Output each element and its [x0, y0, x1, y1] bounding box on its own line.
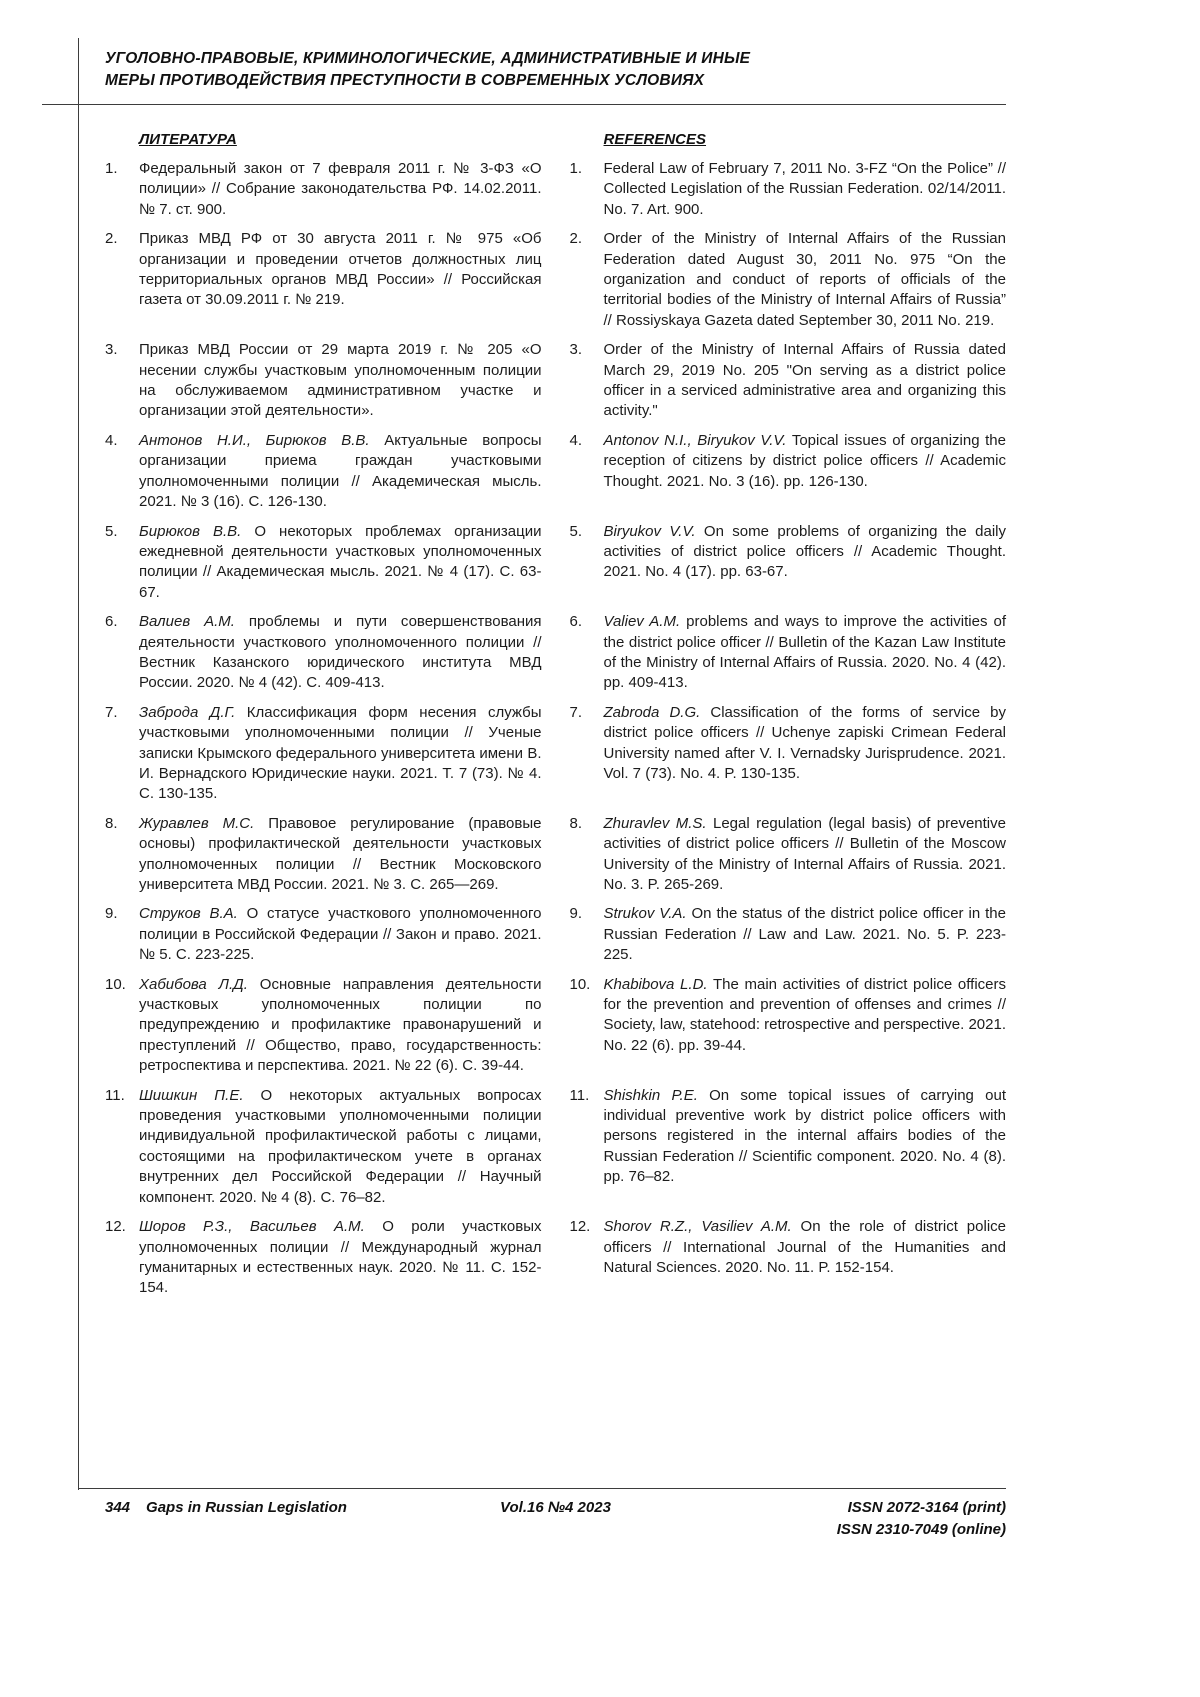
item-number: 10. — [105, 975, 126, 993]
item-number: 11. — [105, 1086, 125, 1104]
footer-rule — [79, 1488, 1006, 1489]
reference-item-left — [105, 522, 542, 604]
item-number: 1. — [105, 160, 118, 177]
reference-item-right — [570, 703, 1007, 785]
item-number: 4. — [105, 431, 118, 449]
reference-item-left — [105, 975, 542, 1077]
item-number: 11. — [569, 1086, 590, 1104]
reference-item-right — [570, 1217, 1007, 1278]
item-text: Струков В.А. О статусе участкового уполномоченного полиции в Российской Федерации // Закон и право. 2021. № 5. С. 223-225. — [139, 905, 542, 964]
references-section — [105, 131, 1006, 1299]
item-number: 3. — [105, 341, 118, 359]
item-text: Antonov N.I., Biryukov V.V. Topical issues of organizing the reception of citizens by district police officers // Academic Thought. 2021. No. 3 (16). pp. 126-130. — [603, 431, 1006, 490]
header-rule — [42, 104, 1006, 105]
item-text: Federal Law of February 7, 2011 No. 3-FZ “On the Police” // Collected Legislation of the Russian Federation. 02/14/2011. No. 7. Art. 900. — [603, 160, 1006, 218]
reference-item-right — [570, 229, 1007, 331]
item-number: 6. — [105, 613, 118, 631]
item-author: Струков В.А. — [139, 905, 238, 923]
item-author: Журавлев М.С. — [139, 814, 255, 832]
item-number: 2. — [569, 230, 583, 248]
item-text: Федеральный закон от 7 февраля 2011 г. № 3-ФЗ «О полиции» // Собрание законодательства РФ. 14.02.2011. № 7. ст. 900. — [139, 160, 542, 218]
item-text: Valiev A.M. problems and ways to improve the activities of the district police officer // Bulletin of the Kazan Law Institute of the Ministry of Internal Affairs of Russia. 2020. No. 4 (42). pp. 409-413. — [603, 613, 1006, 692]
item-author: Biryukov V.V. — [603, 522, 696, 540]
item-author: Zabroda D.G. — [603, 703, 701, 721]
item-text: Biryukov V.V. On some problems of organizing the daily activities of district police officers // Academic Thought. 2021. No. 4 (17). pp. 63-67. — [603, 522, 1006, 581]
item-number: 1. — [569, 160, 583, 177]
item-text: Order of the Ministry of Internal Affairs of the Russian Federation dated August 30, 2011 No. 975 “On the organization and conduct of reports of officials of the territorial bodies of the Ministry of Internal Affairs of Russia” // Rossiyskaya Gazeta dated September 30, 2011 No. 219. — [603, 230, 1006, 329]
reference-item-right — [570, 431, 1007, 492]
item-number: 8. — [105, 814, 118, 832]
item-text: Журавлев М.С. Правовое регулирование (правовые основы) профилактической деятельности участковых уполномоченных полиции // Вестник Московского университета МВД России. 2021. № 3. С. 265—269. — [139, 814, 542, 893]
item-number: 3. — [569, 341, 583, 359]
issn-block — [706, 1497, 1006, 1541]
item-number: 12. — [569, 1218, 591, 1236]
references-heading: REFERENCES — [603, 131, 707, 148]
item-text: Order of the Ministry of Internal Affairs of Russia dated March 29, 2019 No. 205 "On serving as a district police officer in a serviced administrative area and organizing this activity." — [603, 341, 1006, 420]
reference-item-right — [570, 1086, 1007, 1188]
item-author: Shishkin P.E. — [603, 1086, 698, 1104]
item-number: 8. — [569, 814, 583, 832]
reference-item-left — [105, 703, 542, 805]
reference-item-left — [105, 1086, 542, 1208]
item-author: Шишкин П.Е. — [139, 1086, 244, 1104]
item-text: Zabroda D.G. Classification of the forms of service by district police officers // Uchenye zapiski Crimean Federal University named after V. I. Vernadsky Jurisprudence. 2021. Vol. 7 (73). No. 4. P. 130-135. — [603, 703, 1007, 782]
item-number: 10. — [569, 975, 591, 993]
item-text: Бирюков В.В. О некоторых проблемах организации ежедневной деятельности участковых уполномоченных полиции // Академическая мысль. 2021. № 4 (17). С. 63-67. — [139, 522, 542, 601]
reference-item-right — [570, 975, 1007, 1057]
item-text: Заброда Д.Г. Классификация форм несения службы участковыми уполномоченными полиции // Ученые записки Крымского федерального университета имени В. И. Вернадского Юридические науки. 2021. Т. 7 (73). № 4. С. 130-135. — [139, 703, 542, 803]
item-text: Khabibova L.D. The main activities of district police officers for the prevention and prevention of offenses and crimes // Society, law, statehood: retrospective and perspective. 2021. No. 22 (6). pp. 39-44. — [603, 975, 1006, 1054]
item-author: Заброда Д.Г. — [139, 703, 236, 721]
reference-item-left — [105, 612, 542, 694]
reference-item-left — [105, 340, 542, 422]
item-author: Валиев А.М. — [139, 613, 235, 631]
reference-item-left — [105, 814, 542, 896]
running-head-line1: УГОЛОВНО-ПРАВОВЫЕ, КРИМИНОЛОГИЧЕСКИЕ, АДМИНИСТРАТИВНЫЕ И ИНЫЕ — [105, 50, 751, 67]
item-author: Zhuravlev M.S. — [603, 814, 707, 832]
reference-item-left — [105, 431, 542, 513]
reference-item-left — [105, 904, 542, 965]
item-author: Khabibova L.D. — [603, 975, 708, 993]
issn-print: ISSN 2072-3164 (print) — [847, 1499, 1006, 1516]
item-text: Приказ МВД России от 29 марта 2019 г. № 205 «О несении службы участковым уполномоченным полиции на обслуживаемом административном участке и организации этой деятельности». — [139, 341, 542, 420]
reference-item-right — [570, 904, 1007, 965]
item-text: Хабибова Л.Д. Основные направления деятельности участковых уполномоченных полиции по предупреждению и профилактике правонарушений и преступлений // Общество, право, государственность: ретроспектива и перспектива. 2021. № 22 (6). С. 39-44. — [139, 975, 542, 1075]
item-author: Антонов Н.И., Бирюков В.В. — [139, 431, 370, 449]
item-text: Strukov V.A. On the status of the district police officer in the Russian Federation // Law and Law. 2021. No. 5. P. 223-225. — [603, 905, 1006, 964]
item-author: Antonov N.I., Biryukov V.V. — [603, 431, 787, 449]
item-number: 4. — [569, 431, 583, 449]
item-text: Shishkin P.E. On some topical issues of carrying out individual preventive work by district police officers with persons registered in the internal affairs bodies of the Russian Federation // Scientific component. 2020. No. 4 (8). pp. 76–82. — [603, 1086, 1006, 1186]
item-author: Shorov R.Z., Vasiliev A.M. — [603, 1218, 792, 1236]
item-number: 5. — [105, 522, 118, 540]
reference-item-right — [570, 340, 1007, 422]
running-head — [105, 48, 1005, 92]
item-text: Shorov R.Z., Vasiliev A.M. On the role of district police officers // International Journal of the Humanities and Natural Sciences. 2020. No. 11. P. 152-154. — [603, 1218, 1007, 1276]
item-number: 6. — [569, 613, 583, 631]
running-head-line2: МЕРЫ ПРОТИВОДЕЙСТВИЯ ПРЕСТУПНОСТИ В СОВРЕМЕННЫХ УСЛОВИЯХ — [105, 72, 705, 89]
item-author: Strukov V.A. — [603, 905, 687, 923]
literature-heading: ЛИТЕРАТУРА — [139, 131, 237, 148]
item-author: Бирюков В.В. — [139, 522, 242, 540]
item-author: Хабибова Л.Д. — [139, 975, 248, 993]
reference-item-left — [105, 229, 542, 311]
page-number: 344 — [105, 1499, 131, 1516]
item-number: 5. — [569, 522, 583, 540]
item-number: 9. — [105, 905, 118, 923]
item-text: Валиев А.М. проблемы и пути совершенствования деятельности участкового уполномоченного полиции // Вестник Казанского юридического института МВД России. 2020. № 4 (42). С. 409-413. — [139, 613, 542, 692]
item-number: 7. — [105, 703, 118, 721]
item-number: 7. — [569, 703, 583, 721]
item-text: Zhuravlev M.S. Legal regulation (legal basis) of preventive activities of district police officers // Bulletin of the Moscow University of the Ministry of Internal Affairs of Russia. 2021. No. 3. P. 265-269. — [603, 814, 1006, 893]
item-text: Антонов Н.И., Бирюков В.В. Актуальные вопросы организации приема граждан участковыми уполномоченными полиции // Академическая мысль. 2021. № 3 (16). С. 126-130. — [139, 431, 542, 511]
reference-item-right — [570, 159, 1007, 220]
reference-item-left — [105, 1217, 542, 1299]
item-author: Шоров Р.З., Васильев А.М. — [139, 1218, 365, 1236]
item-number: 9. — [569, 905, 583, 923]
item-text: Шоров Р.З., Васильев А.М. О роли участковых уполномоченных полиции // Международный журнал гуманитарных и естественных наук. 2020. № 11. С. 152-154. — [139, 1218, 542, 1297]
reference-item-right — [570, 814, 1007, 896]
left-margin-rule — [78, 38, 79, 1490]
footer-left — [105, 1497, 405, 1541]
item-number: 2. — [105, 230, 118, 248]
item-text: Приказ МВД РФ от 30 августа 2011 г. № 975 «Об организации и проведении отчетов должностных лиц территориальных органов МВД России» // Российская газета от 30.09.2011 г. № 219. — [139, 230, 542, 309]
references-grid — [105, 131, 1006, 1299]
volume-info: Vol.16 №4 2023 — [500, 1499, 611, 1516]
reference-item-right — [570, 612, 1007, 694]
journal-title: Gaps in Russian Legislation — [146, 1499, 347, 1516]
issn-online: ISSN 2310-7049 (online) — [836, 1521, 1006, 1538]
reference-item-left — [105, 159, 542, 220]
item-text: Шишкин П.Е. О некоторых актуальных вопросах проведения участковыми уполномоченными полиции индивидуальной профилактической работы с лицами, состоящими на профилактическом учете в органах внутренних дел Российской Федерации // Научный компонент. 2020. № 4 (8). С. 76–82. — [139, 1086, 542, 1206]
reference-item-right — [570, 522, 1007, 583]
page-footer — [105, 1497, 1006, 1541]
item-number: 12. — [105, 1218, 126, 1236]
item-author: Valiev A.M. — [603, 613, 681, 631]
